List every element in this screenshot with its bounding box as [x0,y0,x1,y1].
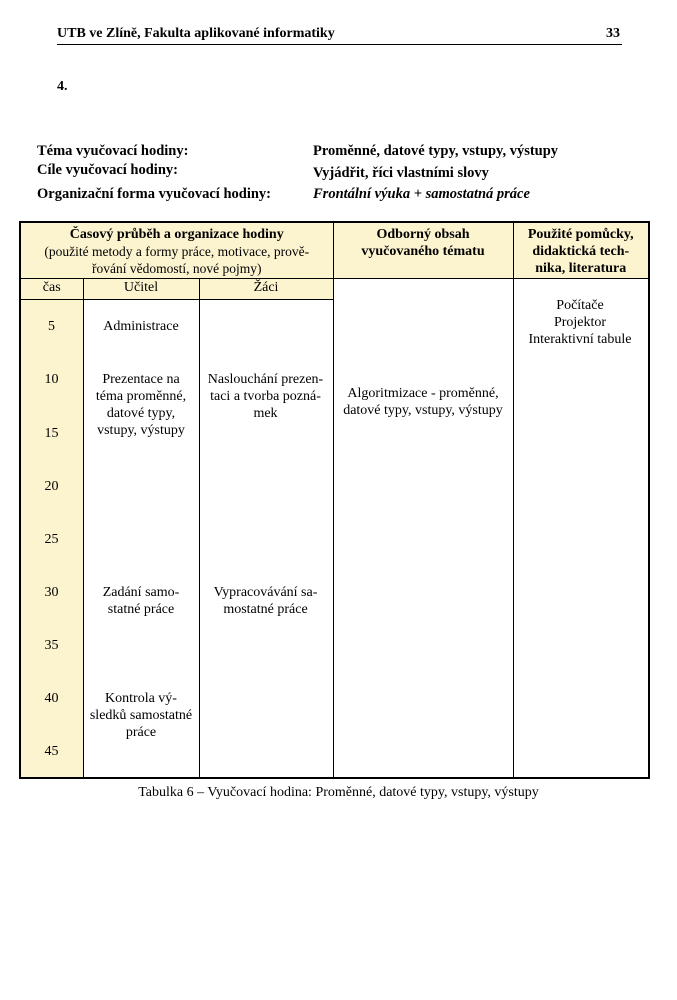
teacher-line: vstupy, výstupy [97,423,185,438]
header-time-sub2: řování vědomostí, nové pojmy) [92,261,262,276]
aids-column [513,299,649,778]
teacher-line: datové typy, [106,406,176,421]
header-content-line1: Odborný obsah [376,227,470,242]
meta-value-form: Frontální výuka + samostatná práce [313,186,530,202]
page-header [57,26,622,45]
header-aids-line1: Použité pomůcky, [527,227,634,242]
meta-value-topic: Proměnné, datové typy, vstupy, výstupy [313,143,559,159]
teacher-line: téma proměnné, [95,389,187,404]
time-value: 15 [44,426,59,441]
content-cell [333,278,513,778]
meta-label-topic: Téma vyučovací hodiny: [37,143,189,159]
time-value: 35 [44,638,59,653]
subheader-students: Žáci [199,278,333,299]
time-value: 45 [44,744,59,759]
time-value: 10 [44,372,59,387]
students-line: taci a tvorba pozná- [210,389,321,404]
subheader-teacher: Učitel [83,278,199,299]
meta-value-goals: Vyjádřit, říci vlastními slovy [313,165,489,181]
time-value: 5 [48,319,55,334]
header-content-line2: vyučovaného tématu [361,244,485,259]
students-activity-work [199,584,332,618]
header-aids-line3: nika, literatura [535,261,627,276]
students-activity-listening [199,371,332,422]
teacher-line: práce [125,725,157,740]
teacher-activity-assignment [84,584,198,618]
section-number: 4. [57,79,68,94]
content-line: Algoritmizace - proměnné, [347,386,499,401]
aids-cell-top [513,278,649,299]
aids-item: Interaktivní tabule [528,332,632,347]
teacher-line: Kontrola vý- [105,691,177,706]
time-value: 40 [44,691,59,706]
aids-item: Počítače [556,298,604,313]
page-number: 33 [606,26,620,41]
subheader-time: čas [20,278,83,299]
aids-item: Projektor [553,315,607,330]
header-title: UTB ve Zlíně, Fakulta aplikované informatiky [57,26,335,41]
aids-list [513,297,647,348]
teacher-activity-check [84,690,198,741]
header-time-sub1: (použité metody a formy práce, motivace, prově- [44,244,310,259]
teacher-activity-admin [84,318,198,335]
teacher-line: Administrace [103,319,179,334]
teacher-line: sledků samostatné [89,708,193,723]
header-aids [513,222,649,278]
students-line: Naslouchání prezen- [207,372,324,387]
students-line: mostatné práce [223,602,308,617]
header-content [333,222,513,278]
time-value: 30 [44,585,59,600]
header-time-title: Časový průběh a organizace hodiny [69,227,284,242]
header-aids-line2: didaktická tech- [532,244,630,259]
students-line: mek [253,406,278,421]
meta-label-goals: Cíle vyučovací hodiny: [37,162,178,178]
teacher-line: Prezentace na [102,372,180,387]
meta-label-form: Organizační forma vyučovací hodiny: [37,186,272,202]
teacher-activity-presentation [84,371,198,439]
time-value: 25 [44,532,59,547]
teacher-line: Zadání samo- [102,585,180,600]
header-time-organization [20,222,333,278]
table-caption: Tabulka 6 – Vyučovací hodina: Proměnné, datové typy, vstupy, výstupy [138,785,539,800]
content-line: datové typy, vstupy, výstupy [343,403,503,418]
content-topic [333,385,513,419]
time-value: 20 [44,479,59,494]
teacher-line: statné práce [107,602,175,617]
students-line: Vypracovávání sa- [213,585,318,600]
